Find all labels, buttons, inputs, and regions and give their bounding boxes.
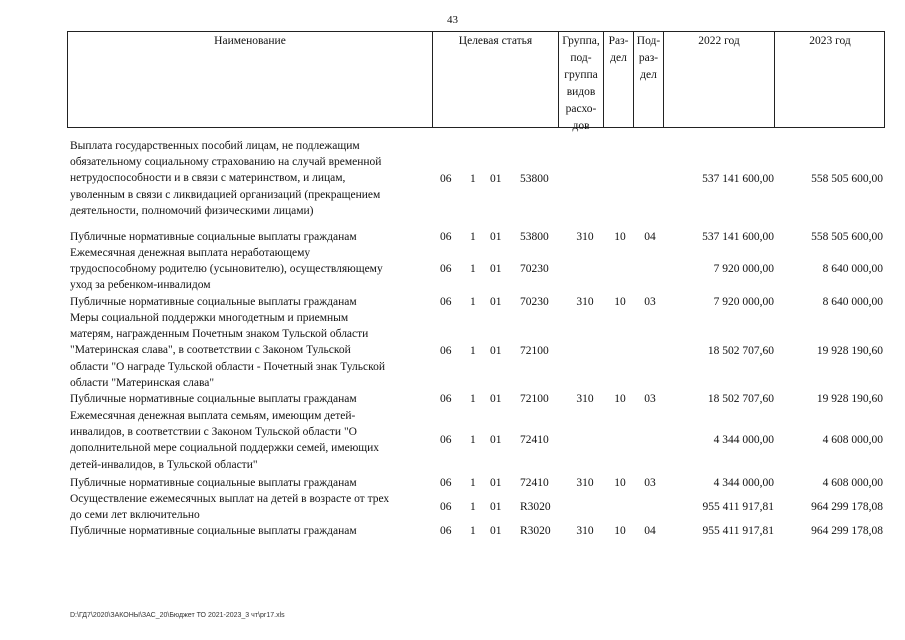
- header-line: видов: [566, 86, 596, 98]
- row-name-line: Ежемесячная денежная выплата неработающему: [70, 247, 311, 259]
- cell-cs4: 53800: [520, 231, 549, 244]
- cell-cs3: 01: [490, 501, 502, 514]
- cell-cs1: 06: [440, 296, 452, 309]
- row-name-line: трудоспособному родителю (усыновителю), осуществляющему: [70, 263, 383, 276]
- row-name: [70, 408, 428, 473]
- row-name-line: дополнительной мере социальной поддержки семей, имеющих: [70, 442, 380, 455]
- cell-cs2: 1: [470, 231, 476, 244]
- header-target-article: Целевая статья: [432, 32, 558, 127]
- cell-v2023: 4 608 000,00: [822, 477, 883, 490]
- cell-cs4: 72100: [520, 344, 549, 357]
- cell-cs4: 72410: [520, 434, 549, 447]
- row-name-line: Публичные нормативные социальные выплаты гражданам: [70, 296, 357, 308]
- row-name-line: инвалидов, в соответствии с Законом Тульской области "О: [70, 426, 357, 439]
- row-name-line: Публичные нормативные социальные выплаты гражданам: [70, 477, 357, 489]
- cell-cs2: 1: [470, 263, 476, 276]
- cell-v2023: 558 505 600,00: [811, 231, 883, 244]
- header-group: [558, 32, 603, 132]
- table-row: [0, 229, 905, 245]
- cell-v2022: 4 344 000,00: [713, 434, 774, 447]
- cell-v2022: 18 502 707,60: [707, 393, 774, 406]
- table-row: [0, 138, 905, 219]
- header-line: Группа,: [562, 35, 600, 47]
- table-header: [67, 31, 885, 132]
- cell-cs1: 06: [440, 525, 452, 538]
- cell-cs3: 01: [490, 434, 502, 447]
- row-name-line: "Материнская слава", в соответствии с Законом Тульской: [70, 344, 351, 357]
- row-name: [70, 310, 428, 391]
- cell-v2022: 537 141 600,00: [702, 172, 774, 185]
- row-name-line: Осуществление ежемесячных выплат на детей в возрасте от трех: [70, 493, 390, 505]
- cell-cs3: 01: [490, 263, 502, 276]
- row-name-line: Ежемесячная денежная выплата семьям, имеющим детей-: [70, 410, 356, 422]
- row-name: [70, 245, 428, 294]
- row-name: [70, 138, 428, 219]
- header-line: дел: [640, 69, 657, 81]
- cell-razd: 10: [614, 477, 626, 490]
- header-2023: 2023 год: [774, 32, 885, 127]
- header-line: под-: [570, 52, 592, 64]
- cell-podr: 04: [644, 231, 656, 244]
- row-name-line: уволенным в связи с ликвидацией организаций (прекращением: [70, 188, 381, 201]
- row-name-line: детей-инвалидов, в Тульской области": [70, 458, 258, 471]
- row-name-line: Выплата государственных пособий лицам, не подлежащим: [70, 140, 360, 152]
- row-name-line: уход за ребенком-инвалидом: [70, 279, 211, 292]
- cell-v2023: 964 299 178,08: [811, 525, 883, 538]
- cell-v2022: 955 411 917,81: [702, 501, 774, 514]
- row-name-line: матерям, награжденным Почетным знаком Тульской области: [70, 328, 369, 341]
- cell-cs1: 06: [440, 344, 452, 357]
- cell-cs2: 1: [470, 296, 476, 309]
- cell-grp: 310: [576, 296, 594, 309]
- row-name: [70, 491, 428, 523]
- cell-grp: 310: [576, 477, 594, 490]
- row-name: [70, 475, 428, 491]
- cell-v2023: 964 299 178,08: [811, 501, 883, 514]
- cell-cs4: R3020: [520, 501, 551, 514]
- cell-cs3: 01: [490, 393, 502, 406]
- table-row: [0, 310, 905, 391]
- cell-podr: 03: [644, 296, 656, 309]
- cell-v2023: 19 928 190,60: [816, 393, 883, 406]
- cell-v2022: 7 920 000,00: [713, 296, 774, 309]
- cell-cs3: 01: [490, 477, 502, 490]
- table-row: [0, 491, 905, 523]
- cell-v2022: 537 141 600,00: [702, 231, 774, 244]
- cell-cs2: 1: [470, 501, 476, 514]
- cell-v2023: 8 640 000,00: [822, 263, 883, 276]
- cell-cs3: 01: [490, 525, 502, 538]
- cell-razd: 10: [614, 525, 626, 538]
- cell-cs4: R3020: [520, 525, 551, 538]
- header-line: Раз-: [608, 35, 629, 47]
- row-name: [70, 229, 428, 245]
- row-name-line: области "Материнская слава": [70, 376, 215, 389]
- row-name-line: Публичные нормативные социальные выплаты гражданам: [70, 393, 357, 405]
- cell-grp: 310: [576, 393, 594, 406]
- cell-cs1: 06: [440, 501, 452, 514]
- cell-cs4: 72410: [520, 477, 549, 490]
- row-name-line: Публичные нормативные социальные выплаты гражданам: [70, 231, 357, 243]
- cell-cs4: 53800: [520, 172, 549, 185]
- header-2022: 2022 год: [663, 32, 774, 127]
- row-name-line: обязательному социальному страхованию на случай временной: [70, 156, 382, 169]
- cell-razd: 10: [614, 393, 626, 406]
- cell-cs3: 01: [490, 172, 502, 185]
- file-path-footer: D:\ГД7\2020\ЗАКОНЫ\ЗАС_20\Бюджет ТО 2021-2023_3 чт\рг17.xls: [70, 612, 285, 619]
- row-name: [70, 294, 428, 310]
- cell-v2022: 18 502 707,60: [707, 344, 774, 357]
- cell-cs1: 06: [440, 172, 452, 185]
- row-name: [70, 391, 428, 407]
- cell-cs4: 72100: [520, 393, 549, 406]
- cell-v2022: 7 920 000,00: [713, 263, 774, 276]
- header-line: расхо-: [565, 103, 597, 115]
- cell-podr: 03: [644, 393, 656, 406]
- table-row: [0, 391, 905, 407]
- cell-cs2: 1: [470, 393, 476, 406]
- page-number: 43: [447, 14, 458, 26]
- cell-cs4: 70230: [520, 296, 549, 309]
- cell-cs1: 06: [440, 477, 452, 490]
- row-name-line: области "О награде Тульской области - Почетный знак Тульской: [70, 360, 385, 373]
- cell-cs4: 70230: [520, 263, 549, 276]
- cell-cs2: 1: [470, 344, 476, 357]
- row-name-line: деятельности, полномочий физическими лицами): [70, 204, 314, 217]
- row-name-line: Публичные нормативные социальные выплаты гражданам: [70, 525, 357, 537]
- cell-v2023: 19 928 190,60: [816, 344, 883, 357]
- cell-v2023: 8 640 000,00: [822, 296, 883, 309]
- cell-podr: 03: [644, 477, 656, 490]
- header-section: [603, 32, 633, 127]
- cell-v2022: 955 411 917,81: [702, 525, 774, 538]
- cell-cs1: 06: [440, 263, 452, 276]
- header-line: раз-: [638, 52, 659, 64]
- table-row: [0, 523, 905, 539]
- header-name: Наименование: [214, 35, 286, 47]
- cell-podr: 04: [644, 525, 656, 538]
- cell-cs3: 01: [490, 296, 502, 309]
- table-row: [0, 294, 905, 310]
- cell-cs2: 1: [470, 172, 476, 185]
- cell-grp: 310: [576, 525, 594, 538]
- cell-v2023: 4 608 000,00: [822, 434, 883, 447]
- header-line: дел: [610, 52, 627, 64]
- cell-cs1: 06: [440, 231, 452, 244]
- cell-cs1: 06: [440, 434, 452, 447]
- cell-cs2: 1: [470, 525, 476, 538]
- header-line: дов: [572, 120, 590, 132]
- cell-grp: 310: [576, 231, 594, 244]
- cell-razd: 10: [614, 231, 626, 244]
- row-name-line: нетрудоспособности и в связи с материнством, и лицам,: [70, 172, 346, 185]
- table-row: [0, 475, 905, 491]
- cell-v2023: 558 505 600,00: [811, 172, 883, 185]
- cell-cs2: 1: [470, 434, 476, 447]
- cell-razd: 10: [614, 296, 626, 309]
- header-line: группа: [564, 69, 598, 81]
- cell-cs1: 06: [440, 393, 452, 406]
- cell-cs2: 1: [470, 477, 476, 490]
- table-row: [0, 408, 905, 473]
- table-row: [0, 245, 905, 294]
- cell-cs3: 01: [490, 231, 502, 244]
- row-name-line: до семи лет включительно: [70, 509, 200, 522]
- header-subsection: [633, 32, 663, 127]
- cell-v2022: 4 344 000,00: [713, 477, 774, 490]
- header-line: Под-: [636, 35, 661, 47]
- cell-cs3: 01: [490, 344, 502, 357]
- row-name: [70, 523, 428, 539]
- row-name-line: Меры социальной поддержки многодетным и приемным: [70, 312, 349, 324]
